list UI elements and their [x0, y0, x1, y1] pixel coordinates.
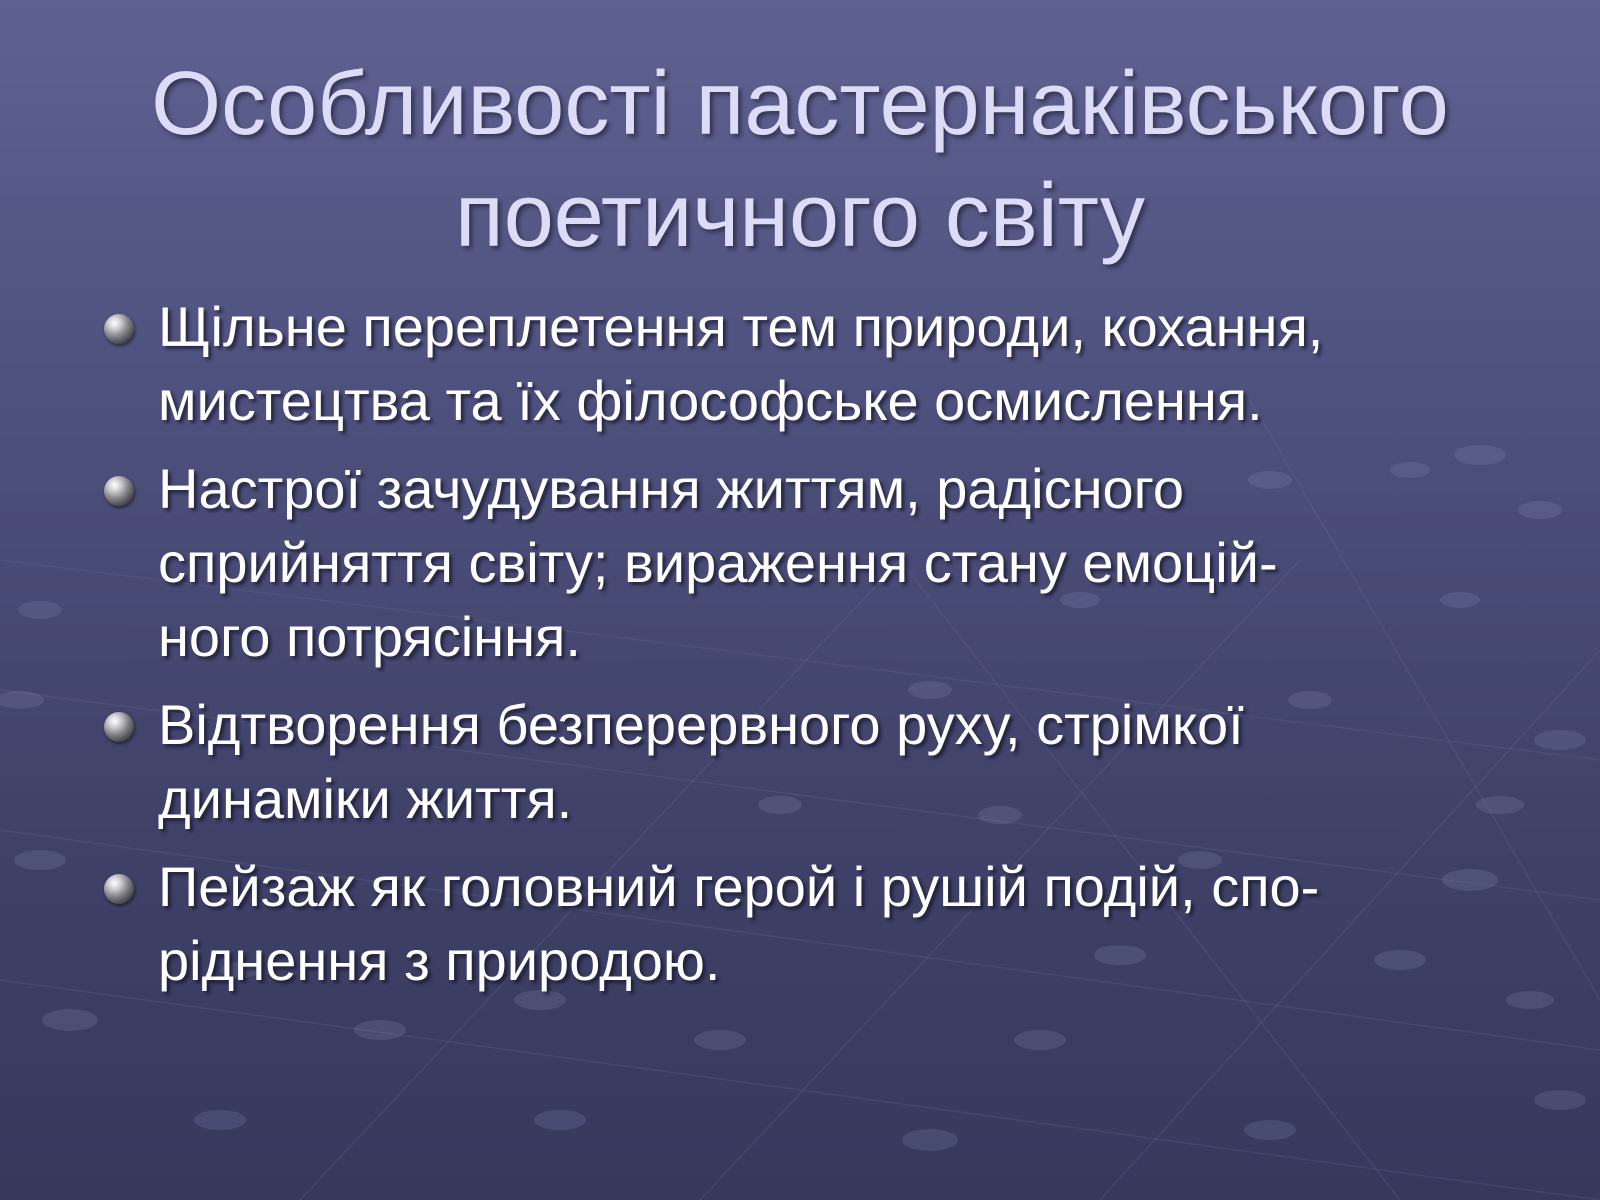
slide-title-line: поетичного світу [455, 166, 1145, 266]
bullet-line: ріднення з природою. [158, 929, 721, 992]
bullet-item [100, 850, 1500, 998]
bullet-text [158, 688, 1500, 836]
bullet-line: динаміки життя. [158, 767, 573, 830]
sphere-bullet-icon [104, 712, 134, 742]
bullet-line: Настрої зачудування життям, радісного [158, 457, 1185, 520]
bullet-line: Пейзаж як головний герой і рушій подій, спо- [158, 855, 1320, 918]
sphere-bullet-icon [104, 314, 134, 344]
sphere-bullet-icon [104, 476, 134, 506]
bullet-item [100, 688, 1500, 836]
bullet-list [100, 290, 1500, 1012]
bullet-line: сприйняття світу; вираження стану емоцій- [158, 531, 1278, 594]
slide-title-line: Особливості пастернаківського [151, 54, 1449, 154]
bullet-item [100, 290, 1500, 438]
bullet-text [158, 290, 1500, 438]
slide-title [80, 48, 1520, 272]
bullet-line: ного потрясіння. [158, 605, 581, 668]
sphere-bullet-icon [104, 874, 134, 904]
bullet-line: Щільне переплетення тем природи, кохання, [158, 295, 1324, 358]
bullet-text [158, 850, 1500, 998]
bullet-line: Відтворення безперервного руху, стрімкої [158, 693, 1244, 756]
bullet-line: мистецтва та їх філософське осмислення. [158, 369, 1263, 432]
bullet-item [100, 452, 1500, 674]
bullet-text [158, 452, 1500, 674]
